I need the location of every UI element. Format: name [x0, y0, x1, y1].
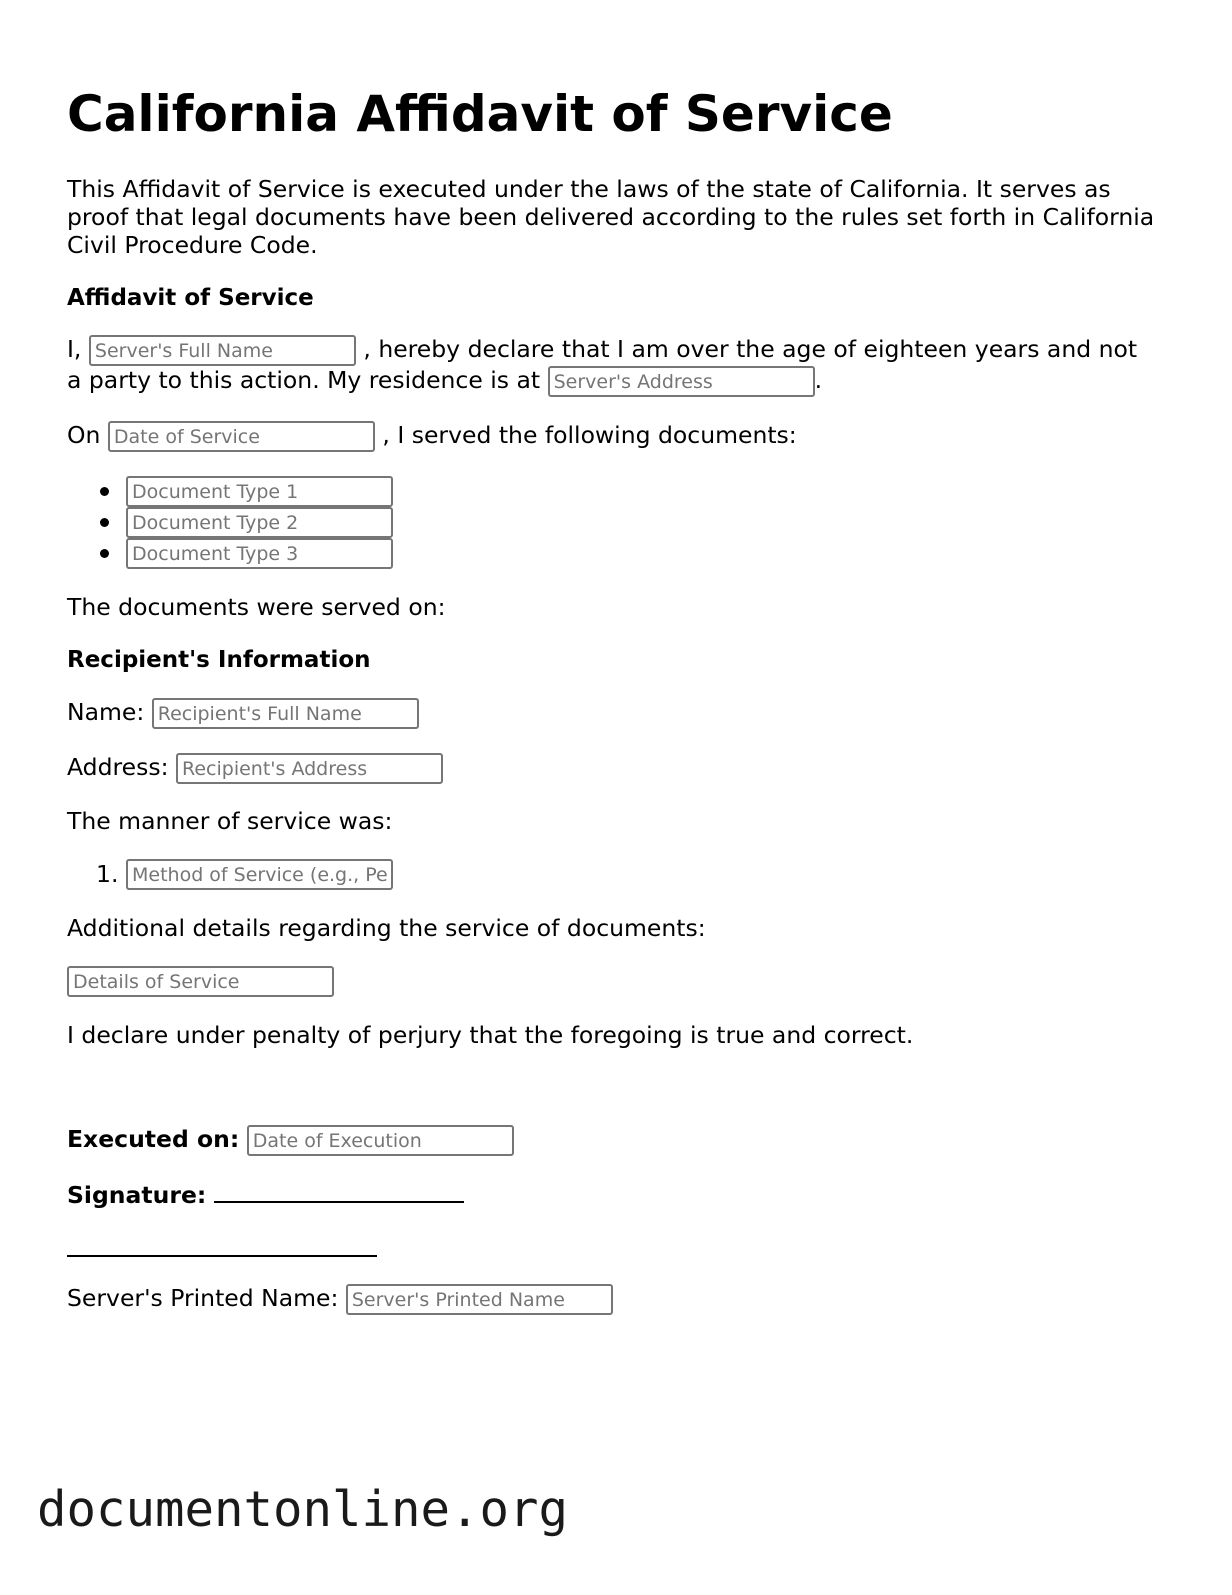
- list-number: 1.: [96, 860, 119, 888]
- document-type-field-3[interactable]: [126, 538, 393, 569]
- served-text: , I served the following documents:: [382, 421, 797, 449]
- manner-label: The manner of service was:: [67, 807, 393, 835]
- bullet-icon: [100, 518, 109, 527]
- recipient-name-field[interactable]: [152, 698, 419, 729]
- final-declaration: I declare under penalty of perjury that the foregoing is true and correct.: [67, 1021, 914, 1049]
- recipient-address-field[interactable]: [176, 753, 443, 784]
- server-name-field[interactable]: [89, 335, 356, 366]
- declaration-line-2: [67, 365, 822, 397]
- printed-name-label: Server's Printed Name:: [67, 1284, 339, 1312]
- signature-line: [67, 1179, 464, 1211]
- details-label: Additional details regarding the service of documents:: [67, 914, 706, 942]
- service-date-field[interactable]: [108, 421, 375, 452]
- affidavit-heading: Affidavit of Service: [67, 285, 314, 311]
- details-of-service-field[interactable]: [67, 966, 334, 997]
- recipient-name-label: Name:: [67, 698, 145, 726]
- declaration-prefix: I,: [67, 335, 82, 363]
- on-label: On: [67, 421, 101, 449]
- execution-line: [67, 1124, 514, 1156]
- declaration-line-1: [67, 334, 1137, 366]
- bullet-icon: [100, 549, 109, 558]
- declaration-period: .: [814, 366, 823, 394]
- document-type-field-2[interactable]: [126, 507, 393, 538]
- printed-name-line: [67, 1283, 613, 1315]
- page-title: California Affidavit of Service: [67, 85, 893, 143]
- recipient-address-label: Address:: [67, 753, 169, 781]
- printed-name-field[interactable]: [346, 1284, 613, 1315]
- bullet-icon: [100, 487, 109, 496]
- signature-blank[interactable]: [214, 1179, 464, 1203]
- declaration-text-1: , hereby declare that I am over the age of eighteen years and not: [363, 335, 1138, 363]
- watermark-text: documentonline.org: [37, 1481, 569, 1538]
- method-of-service-field[interactable]: [126, 859, 393, 890]
- recipient-name-line: [67, 697, 419, 729]
- declaration-text-2: a party to this action. My residence is at: [67, 366, 541, 394]
- served-on-text: The documents were served on:: [67, 593, 446, 621]
- recipient-address-line: [67, 752, 443, 784]
- server-address-field[interactable]: [548, 366, 815, 397]
- divider: [67, 1255, 377, 1257]
- signature-label: Signature:: [67, 1181, 207, 1209]
- service-date-line: [67, 420, 797, 452]
- recipient-heading: Recipient's Information: [67, 647, 371, 673]
- intro-paragraph: This Affidavit of Service is executed under the laws of the state of California. It serves as proof that legal documents have been delivered according to the rules set forth in California Civil Procedure Code.: [67, 175, 1155, 259]
- execution-date-field[interactable]: [247, 1125, 514, 1156]
- executed-on-label: Executed on:: [67, 1125, 240, 1153]
- document-type-field-1[interactable]: [126, 476, 393, 507]
